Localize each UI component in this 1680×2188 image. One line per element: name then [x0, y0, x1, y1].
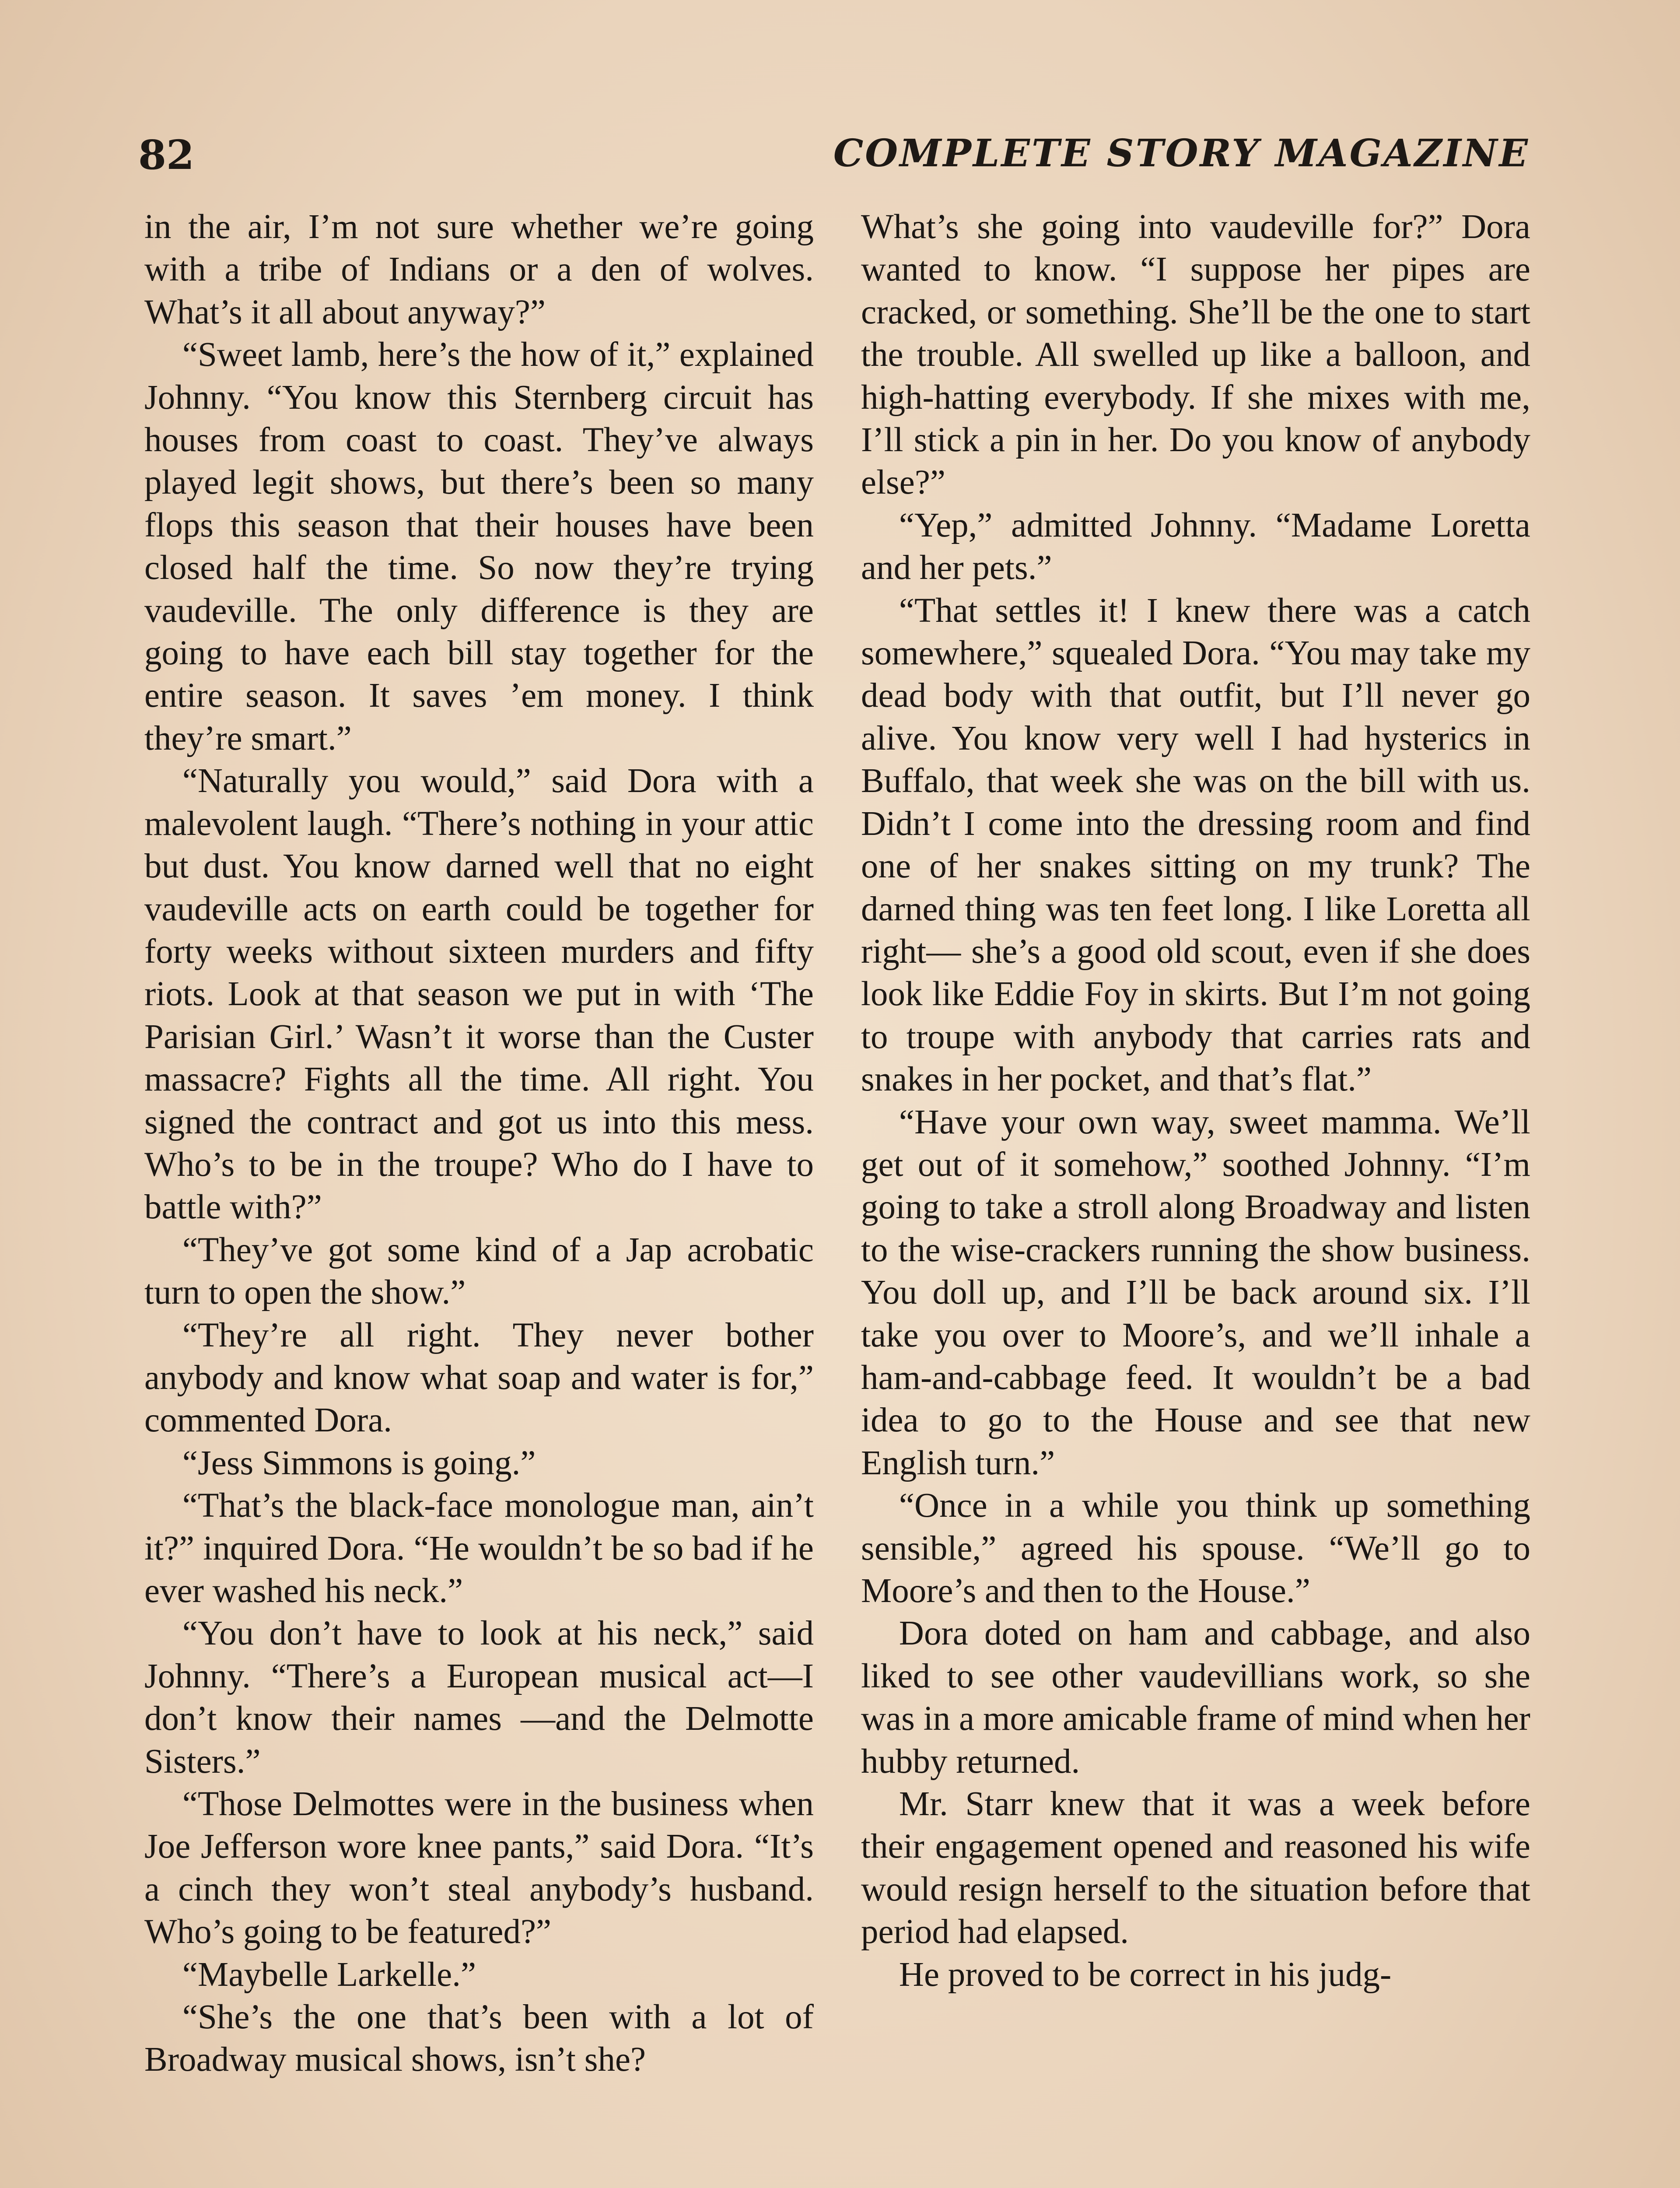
running-title: COMPLETE STORY MAGAZINE [833, 131, 1530, 175]
paragraph: “Yep,” admitted Johnny. “Madame Loretta and her pets.” [861, 506, 1530, 587]
paragraph: “Sweet lamb, here’s the how of it,” explained Johnny. “You know this Sternberg circuit has houses from coast to coast. They’ve always played legit shows, but there’s been so many flops this season that their houses have been closed half the time. So now they’re trying vaudeville. The only difference is they are going to have each bill stay together for the entire season. It saves ’em money. I think they’re smart.” [144, 336, 814, 757]
paragraph: He proved to be correct in his judg- [899, 1955, 1392, 1994]
paragraph: “That’s the black-face monologue man, ain’t it?” inquired Dora. “He wouldn’t be so bad if he ever washed his neck.” [144, 1487, 814, 1610]
paragraph: What’s she going into vaudeville for?” Dora wanted to know. “I suppose her pipes are cracked, or something. She’ll be the one to start the trouble. All swelled up like a balloon, and high-hatting everybody. If she mixes with me, I’ll stick a pin in her. Do you know of anybody else?” [861, 208, 1530, 502]
paragraph: “You don’t have to look at his neck,” said Johnny. “There’s a European musical act—I don’t know their names —and the Delmotte Sisters.” [144, 1614, 814, 1781]
page-number: 82 [138, 131, 195, 179]
paragraph: “She’s the one that’s been with a lot of Broadway musical shows, isn’t she? [144, 1998, 814, 2079]
left-column [144, 206, 814, 2188]
paragraph: “They’ve got some kind of a Jap acrobatic turn to open the show.” [144, 1231, 814, 1312]
paragraph: “They’re all right. They never bother anybody and know what soap and water is for,” commented Dora. [144, 1316, 814, 1440]
paragraph: in the air, I’m not sure whether we’re going with a tribe of Indians or a den of wolves. What’s it all about anyway?” [144, 208, 814, 331]
paragraph: “Naturally you would,” said Dora with a malevolent laugh. “There’s nothing in your attic but dust. You know darned well that no eight vaudeville acts on earth could be together for forty weeks without sixteen murders and fifty riots. Look at that season we put in with ‘The Parisian Girl.’ Wasn’t it worse than the Custer massacre? Fights all the time. All right. You signed the contract and got us into this mess. Who’s to be in the troupe? Who do I have to battle with?” [144, 762, 814, 1227]
page-header [138, 131, 1530, 188]
paragraph: “That settles it! I knew there was a catch somewhere,” squealed Dora. “You may take my dead body with that outfit, but I’ll never go alive. You know very well I had hysterics in Buffalo, that week she was on the bill with us. Didn’t I come into the dressing room and find one of her snakes sitting on my trunk? The darned thing was ten feet long. I like Loretta all right— she’s a good old scout, even if she does look like Eddie Foy in skirts. But I’m not going to troupe with anybody that carries rats and snakes in her pocket, and that’s flat.” [861, 591, 1530, 1099]
paragraph: “Have your own way, sweet mamma. We’ll get out of it somehow,” soothed Johnny. “I’m going to take a stroll along Broadway and listen to the wise-crackers running the show business. You doll up, and I’ll be back around six. I’ll take you over to Moore’s, and we’ll inhale a ham-and-cabbage feed. It wouldn’t be a bad idea to go to the House and see that new English turn.” [861, 1103, 1530, 1482]
paragraph: Mr. Starr knew that it was a week before their engagement opened and reasoned his wife would resign herself to the situation before that period had elapsed. [861, 1785, 1530, 1951]
paragraph: Dora doted on ham and cabbage, and also liked to see other vaudevillians work, so she was in a more amicable frame of mind when her hubby returned. [861, 1614, 1530, 1781]
right-column [861, 206, 1530, 2188]
paragraph: “Jess Simmons is going.” [182, 1444, 536, 1482]
paragraph: “Those Delmottes were in the business when Joe Jefferson wore knee pants,” said Dora. “It’s a cinch they won’t steal anybody’s husband. Who’s going to be featured?” [144, 1785, 814, 1951]
paragraph: “Once in a while you think up something sensible,” agreed his spouse. “We’ll go to Moore’s and then to the House.” [861, 1487, 1530, 1610]
paragraph: “Maybelle Larkelle.” [182, 1955, 476, 1994]
